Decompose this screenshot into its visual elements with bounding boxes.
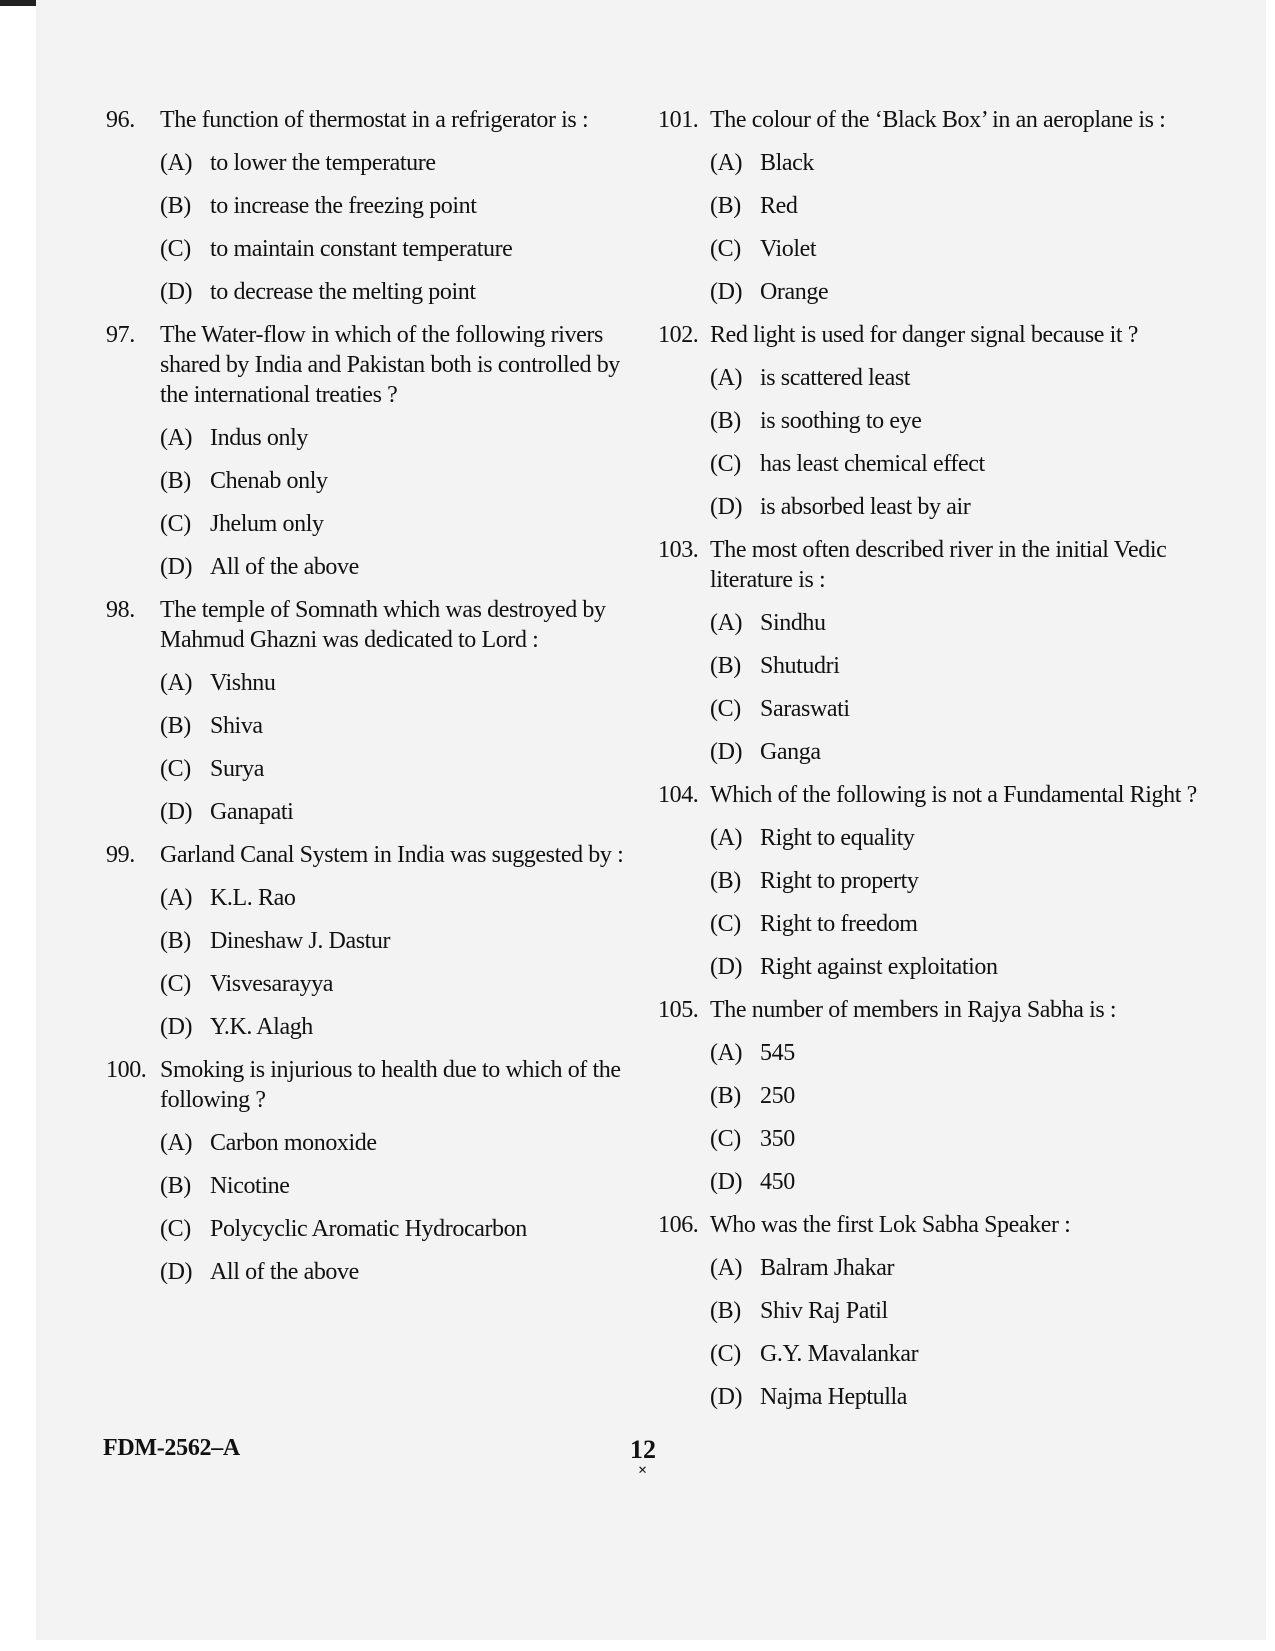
answer-option <box>710 277 1198 307</box>
option-text: 450 <box>760 1169 795 1195</box>
option-text: Y.K. Alagh <box>210 1014 313 1040</box>
option-label: (B) <box>710 653 741 679</box>
question-text: The function of thermostat in a refrigerator is : <box>160 107 589 133</box>
option-text: Indus only <box>210 425 309 451</box>
question-block <box>106 105 646 307</box>
option-text: Red <box>760 193 798 219</box>
answer-option <box>710 737 1198 767</box>
option-label: (C) <box>160 1216 191 1242</box>
option-text: Right to property <box>760 868 919 894</box>
option-text: 545 <box>760 1040 795 1066</box>
answer-option <box>710 148 1198 178</box>
option-label: (A) <box>160 425 193 451</box>
answer-option <box>710 866 1198 896</box>
question-stem <box>658 320 1198 350</box>
question-text: The temple of Somnath which was destroyed by Mahmud Ghazni was dedicated to Lord : <box>160 597 606 653</box>
option-label: (D) <box>710 1169 743 1195</box>
option-text: to decrease the melting point <box>210 279 476 305</box>
option-label: (A) <box>160 1130 193 1156</box>
option-text: Shutudri <box>760 653 840 679</box>
question-block <box>106 595 646 827</box>
option-text: Orange <box>760 279 829 305</box>
question-number: 105. <box>658 997 699 1023</box>
option-label: (A) <box>710 365 743 391</box>
option-label: (A) <box>160 150 193 176</box>
option-text: is scattered least <box>760 365 911 391</box>
question-block <box>106 840 646 1042</box>
option-label: (D) <box>160 1259 193 1285</box>
answer-option <box>710 363 1198 393</box>
question-number: 103. <box>658 537 699 563</box>
answer-option <box>710 1382 1198 1412</box>
option-label: (D) <box>710 954 743 980</box>
option-label: (B) <box>160 713 191 739</box>
option-label: (B) <box>160 193 191 219</box>
option-label: (D) <box>710 1384 743 1410</box>
option-text: K.L. Rao <box>210 885 296 911</box>
answer-option <box>710 492 1198 522</box>
question-stem <box>106 320 646 410</box>
option-label: (D) <box>160 554 193 580</box>
option-text: Sindhu <box>760 610 826 636</box>
answer-option <box>160 423 646 453</box>
option-text: Najma Heptulla <box>760 1384 908 1410</box>
question-number: 102. <box>658 322 699 348</box>
option-text: G.Y. Mavalankar <box>760 1341 919 1367</box>
option-text: Visvesarayya <box>210 971 334 997</box>
answer-option <box>710 1081 1198 1111</box>
option-text: Balram Jhakar <box>760 1255 895 1281</box>
answer-option <box>710 1296 1198 1326</box>
answer-option <box>160 926 646 956</box>
question-stem <box>658 995 1198 1025</box>
option-label: (C) <box>160 236 191 262</box>
option-label: (C) <box>160 971 191 997</box>
answer-option <box>710 608 1198 638</box>
question-block <box>658 1210 1198 1412</box>
answer-option <box>160 1257 646 1287</box>
question-stem <box>658 105 1198 135</box>
question-stem <box>106 840 646 870</box>
paper-code: FDM-2562–A <box>103 1435 240 1461</box>
answer-option <box>710 823 1198 853</box>
option-label: (D) <box>160 1014 193 1040</box>
answer-option <box>160 883 646 913</box>
option-label: (C) <box>710 1341 741 1367</box>
option-text: Dineshaw J. Dastur <box>210 928 391 954</box>
option-text: Violet <box>760 236 817 262</box>
option-label: (A) <box>710 825 743 851</box>
page-number: 12 <box>630 1435 656 1464</box>
option-label: (A) <box>160 885 193 911</box>
answer-option <box>160 1214 646 1244</box>
right-column <box>658 105 1198 1425</box>
question-text: Garland Canal System in India was suggested by : <box>160 842 624 868</box>
answer-option <box>710 952 1198 982</box>
question-number: 99. <box>106 842 135 868</box>
question-stem <box>106 595 646 655</box>
question-text: Red light is used for danger signal because it ? <box>710 322 1139 348</box>
option-text: Chenab only <box>210 468 328 494</box>
question-block <box>658 105 1198 307</box>
option-label: (C) <box>160 756 191 782</box>
answer-option <box>710 1124 1198 1154</box>
option-text: Right to freedom <box>760 911 918 937</box>
option-label: (C) <box>710 696 741 722</box>
option-label: (B) <box>160 468 191 494</box>
option-text: All of the above <box>210 1259 359 1285</box>
question-stem <box>106 1055 646 1115</box>
option-label: (B) <box>710 868 741 894</box>
answer-option <box>160 148 646 178</box>
option-text: Shiva <box>210 713 263 739</box>
option-text: Carbon monoxide <box>210 1130 377 1156</box>
option-text: 350 <box>760 1126 795 1152</box>
answer-option <box>160 509 646 539</box>
option-text: Surya <box>210 756 264 782</box>
question-text: The Water-flow in which of the following rivers shared by India and Pakistan both is controlled by the international treaties ? <box>160 322 620 408</box>
option-label: (A) <box>710 150 743 176</box>
question-block <box>106 320 646 582</box>
question-block <box>658 320 1198 522</box>
question-text: The number of members in Rajya Sabha is : <box>710 997 1117 1023</box>
option-text: Shiv Raj Patil <box>760 1298 888 1324</box>
answer-option <box>710 449 1198 479</box>
option-label: (A) <box>710 1255 743 1281</box>
option-text: is absorbed least by air <box>760 494 971 520</box>
option-text: to maintain constant temperature <box>210 236 513 262</box>
option-text: to increase the freezing point <box>210 193 477 219</box>
answer-option <box>160 668 646 698</box>
answer-option <box>710 1038 1198 1068</box>
question-text: The most often described river in the initial Vedic literature is : <box>710 537 1167 593</box>
option-text: Right to equality <box>760 825 915 851</box>
option-text: to lower the temperature <box>210 150 436 176</box>
option-label: (B) <box>710 1083 741 1109</box>
option-text: is soothing to eye <box>760 408 922 434</box>
answer-option <box>160 797 646 827</box>
option-text: Jhelum only <box>210 511 324 537</box>
question-block <box>658 995 1198 1197</box>
option-label: (C) <box>710 451 741 477</box>
option-text: 250 <box>760 1083 795 1109</box>
question-stem <box>658 1210 1198 1240</box>
option-label: (B) <box>160 1173 191 1199</box>
answer-option <box>710 909 1198 939</box>
question-text: The colour of the ‘Black Box’ in an aeroplane is : <box>710 107 1166 133</box>
option-label: (C) <box>710 1126 741 1152</box>
question-number: 97. <box>106 322 135 348</box>
answer-option <box>710 406 1198 436</box>
scan-edge <box>0 0 36 6</box>
question-block <box>106 1055 646 1287</box>
option-label: (B) <box>710 408 741 434</box>
option-label: (C) <box>710 911 741 937</box>
answer-option <box>160 1128 646 1158</box>
option-text: Polycyclic Aromatic Hydrocarbon <box>210 1216 527 1242</box>
option-text: Saraswati <box>760 696 850 722</box>
answer-option <box>160 466 646 496</box>
option-label: (B) <box>160 928 191 954</box>
option-label: (D) <box>710 739 743 765</box>
option-text: Ganapati <box>210 799 294 825</box>
answer-option <box>710 191 1198 221</box>
option-text: Ganga <box>760 739 821 765</box>
option-text: All of the above <box>210 554 359 580</box>
question-number: 104. <box>658 782 699 808</box>
option-text: has least chemical effect <box>760 451 985 477</box>
answer-option <box>710 1339 1198 1369</box>
question-number: 106. <box>658 1212 699 1238</box>
option-label: (C) <box>710 236 741 262</box>
option-label: (C) <box>160 511 191 537</box>
question-stem <box>658 780 1198 810</box>
answer-option <box>710 1253 1198 1283</box>
option-text: Black <box>760 150 814 176</box>
question-stem <box>658 535 1198 595</box>
answer-option <box>710 234 1198 264</box>
option-label: (B) <box>710 1298 741 1324</box>
question-number: 96. <box>106 107 135 133</box>
question-number: 98. <box>106 597 135 623</box>
option-label: (A) <box>160 670 193 696</box>
question-text: Smoking is injurious to health due to which of the following ? <box>160 1057 621 1113</box>
option-text: Nicotine <box>210 1173 290 1199</box>
option-label: (D) <box>710 494 743 520</box>
answer-option <box>160 754 646 784</box>
answer-option <box>160 191 646 221</box>
question-text: Which of the following is not a Fundamental Right ? <box>710 782 1197 808</box>
option-label: (D) <box>160 279 193 305</box>
answer-option <box>710 1167 1198 1197</box>
question-text: Who was the first Lok Sabha Speaker : <box>710 1212 1071 1238</box>
option-label: (A) <box>710 610 743 636</box>
option-text: Right against exploitation <box>760 954 998 980</box>
question-block <box>658 780 1198 982</box>
option-label: (D) <box>710 279 743 305</box>
option-label: (B) <box>710 193 741 219</box>
answer-option <box>160 234 646 264</box>
answer-option <box>160 969 646 999</box>
answer-option <box>710 651 1198 681</box>
question-stem <box>106 105 646 135</box>
option-label: (D) <box>160 799 193 825</box>
left-column <box>106 105 646 1300</box>
question-number: 101. <box>658 107 699 133</box>
option-label: (A) <box>710 1040 743 1066</box>
answer-option <box>160 552 646 582</box>
question-number: 100. <box>106 1057 147 1083</box>
question-block <box>658 535 1198 767</box>
answer-option <box>710 694 1198 724</box>
page-mark: × <box>638 1462 648 1479</box>
option-text: Vishnu <box>210 670 276 696</box>
answer-option <box>160 711 646 741</box>
answer-option <box>160 277 646 307</box>
answer-option <box>160 1171 646 1201</box>
answer-option <box>160 1012 646 1042</box>
